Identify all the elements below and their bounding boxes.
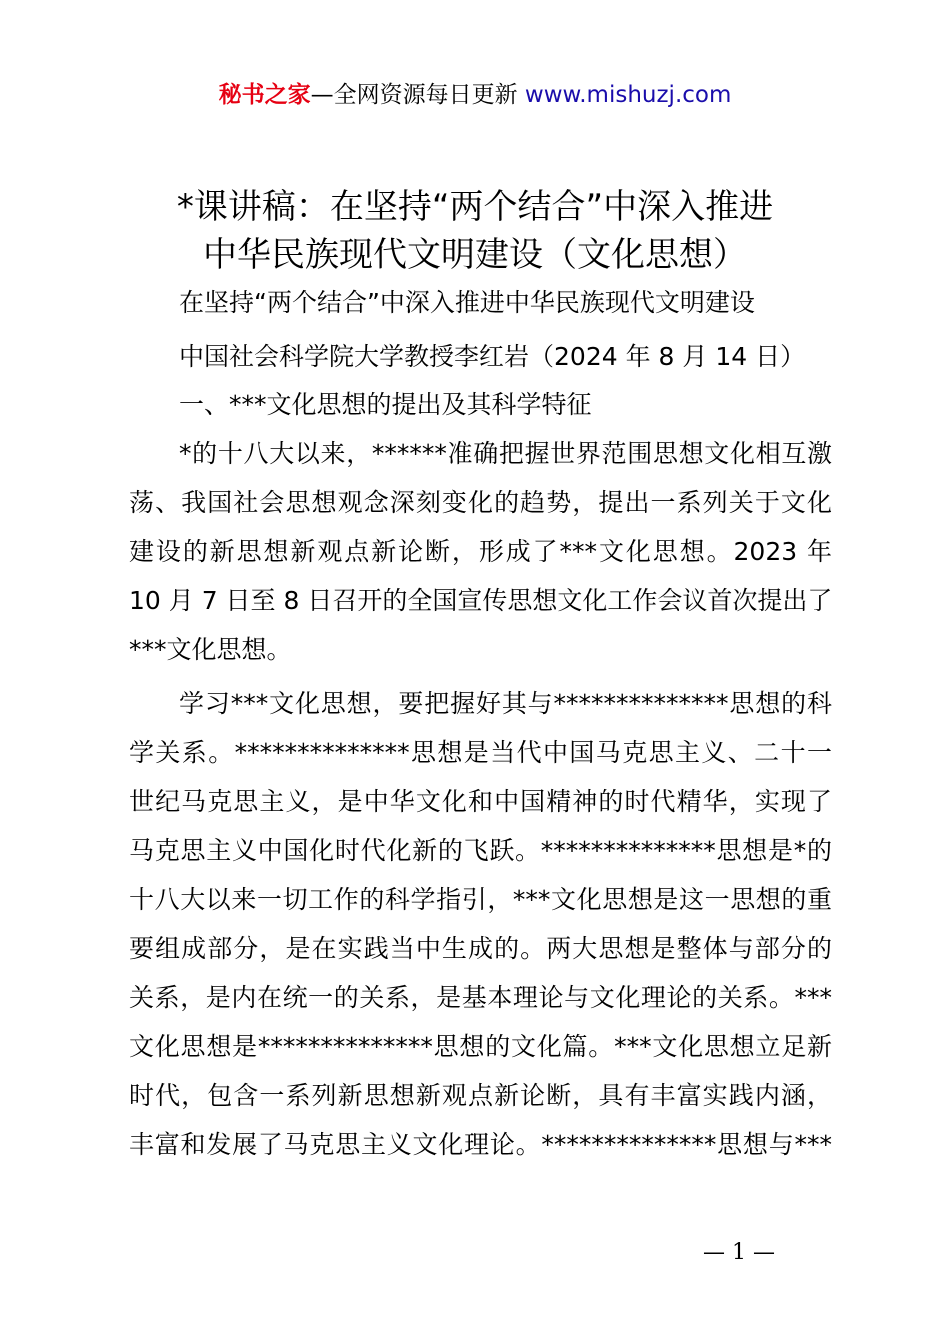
site-brand: 秘书之家 (218, 82, 311, 108)
title-line-1: *课讲稿：在坚持“两个结合”中深入推进 (176, 187, 774, 227)
paragraph-2-line: 关系，是内在统一的关系，是基本理论与文化理论的关系。*** (129, 983, 832, 1012)
document-title (0, 183, 950, 279)
paragraph-2-line: 十八大以来一切工作的科学指引，***文化思想是这一思想的重 (129, 885, 832, 914)
paragraph-2-line: 要组成部分，是在实践当中生成的。两大思想是整体与部分的 (129, 934, 832, 963)
paragraph-1-line: 10 月 7 日至 8 日召开的全国宣传思想文化工作会议首次提出了 (129, 586, 833, 615)
paragraph-2-line: 学关系。**************思想是当代中国马克思主义、二十一 (129, 738, 832, 767)
paragraph-2-line: 学习***文化思想，要把握好其与**************思想的科 (179, 689, 832, 718)
paragraph-2-line: 马克思主义中国化时代化新的飞跃。**************思想是*的 (129, 836, 832, 865)
paragraph-2-line: 文化思想是**************思想的文化篇。***文化思想立足新 (129, 1032, 832, 1061)
paragraph-1-line: ***文化思想。 (129, 635, 292, 664)
page-number: — 1 — (703, 1240, 775, 1265)
title-line-2: 中华民族现代文明建设（文化思想） (203, 235, 747, 275)
site-banner (0, 78, 950, 112)
section-heading: 一、***文化思想的提出及其科学特征 (179, 390, 592, 419)
paragraph-2-line: 世纪马克思主义，是中华文化和中国精神的时代精华，实现了 (129, 787, 832, 816)
paragraph-2-line: 丰富和发展了马克思主义文化理论。**************思想与*** (129, 1130, 832, 1159)
site-url-link[interactable]: www.mishuzj.com (524, 82, 732, 108)
document-subtitle: 在坚持“两个结合”中深入推进中华民族现代文明建设 (179, 288, 755, 317)
paragraph-2-line: 时代，包含一系列新思想新观点新论断，具有丰富实践内涵， (129, 1081, 832, 1110)
paragraph-1-line: *的十八大以来，******准确把握世界范围思想文化相互激 (179, 439, 832, 468)
paragraph-1-line: 荡、我国社会思想观念深刻变化的趋势，提出一系列关于文化 (129, 488, 832, 517)
site-tagline: —全网资源每日更新 (310, 82, 518, 108)
author-line: 中国社会科学院大学教授李红岩（2024 年 8 月 14 日） (179, 342, 806, 371)
paragraph-1-line: 建设的新思想新观点新论断，形成了***文化思想。2023 年 (129, 537, 832, 566)
